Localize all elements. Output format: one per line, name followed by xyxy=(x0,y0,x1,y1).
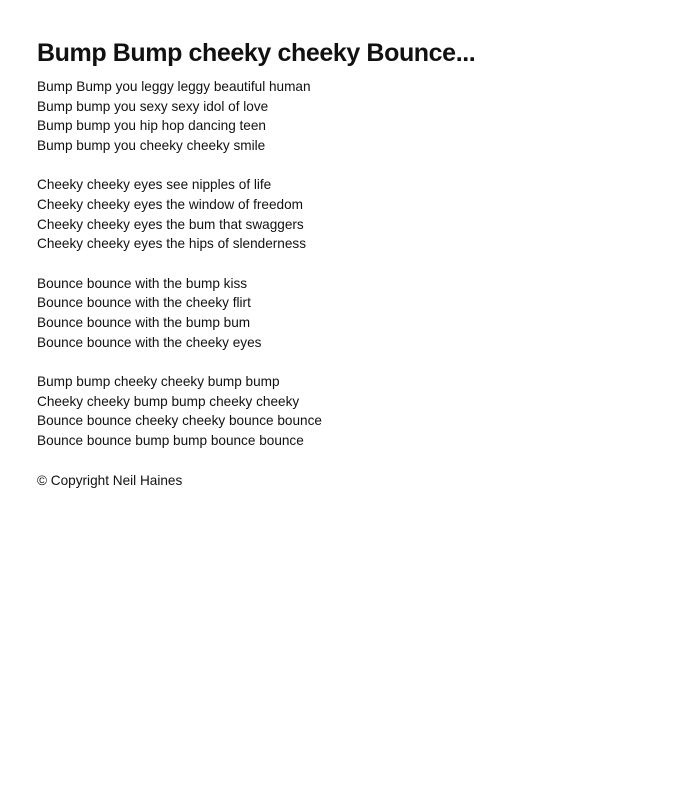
poem-line: Bounce bounce with the cheeky flirt xyxy=(37,295,251,311)
poem-line: Bounce bounce with the cheeky eyes xyxy=(37,334,262,350)
poem-title: Bump Bump cheeky cheeky Bounce... xyxy=(37,39,476,67)
stanza-4 xyxy=(37,372,657,450)
poem-line: Cheeky cheeky eyes see nipples of life xyxy=(37,177,272,193)
poem-line: Cheeky cheeky eyes the bum that swaggers xyxy=(37,216,304,232)
poem-line: Bump bump you hip hop dancing teen xyxy=(37,118,266,134)
poem-page xyxy=(37,38,657,490)
stanza-2 xyxy=(37,175,657,253)
poem-line: Bump Bump you leggy leggy beautiful human xyxy=(37,79,311,94)
stanza-3 xyxy=(37,274,657,352)
poem-line: Bounce bounce with the bump bum xyxy=(37,314,251,330)
poem-line: Cheeky cheeky eyes the window of freedom xyxy=(37,196,303,212)
poem-line: Cheeky cheeky bump bump cheeky cheeky xyxy=(37,393,300,409)
poem-line: Bounce bounce bump bump bounce bounce xyxy=(37,432,304,448)
poem-line: Cheeky cheeky eyes the hips of slenderness xyxy=(37,236,307,252)
poem-line: Bump bump cheeky cheeky bump bump xyxy=(37,374,280,390)
copyright-notice: © Copyright Neil Haines xyxy=(37,472,183,488)
poem-line: Bounce bounce with the bump kiss xyxy=(37,275,248,291)
poem-line: Bounce bounce cheeky cheeky bounce bounce xyxy=(37,413,322,429)
poem-line: Bump bump you sexy sexy idol of love xyxy=(37,98,269,114)
poem-line: Bump bump you cheeky cheeky smile xyxy=(37,137,266,153)
stanza-1 xyxy=(37,77,657,155)
